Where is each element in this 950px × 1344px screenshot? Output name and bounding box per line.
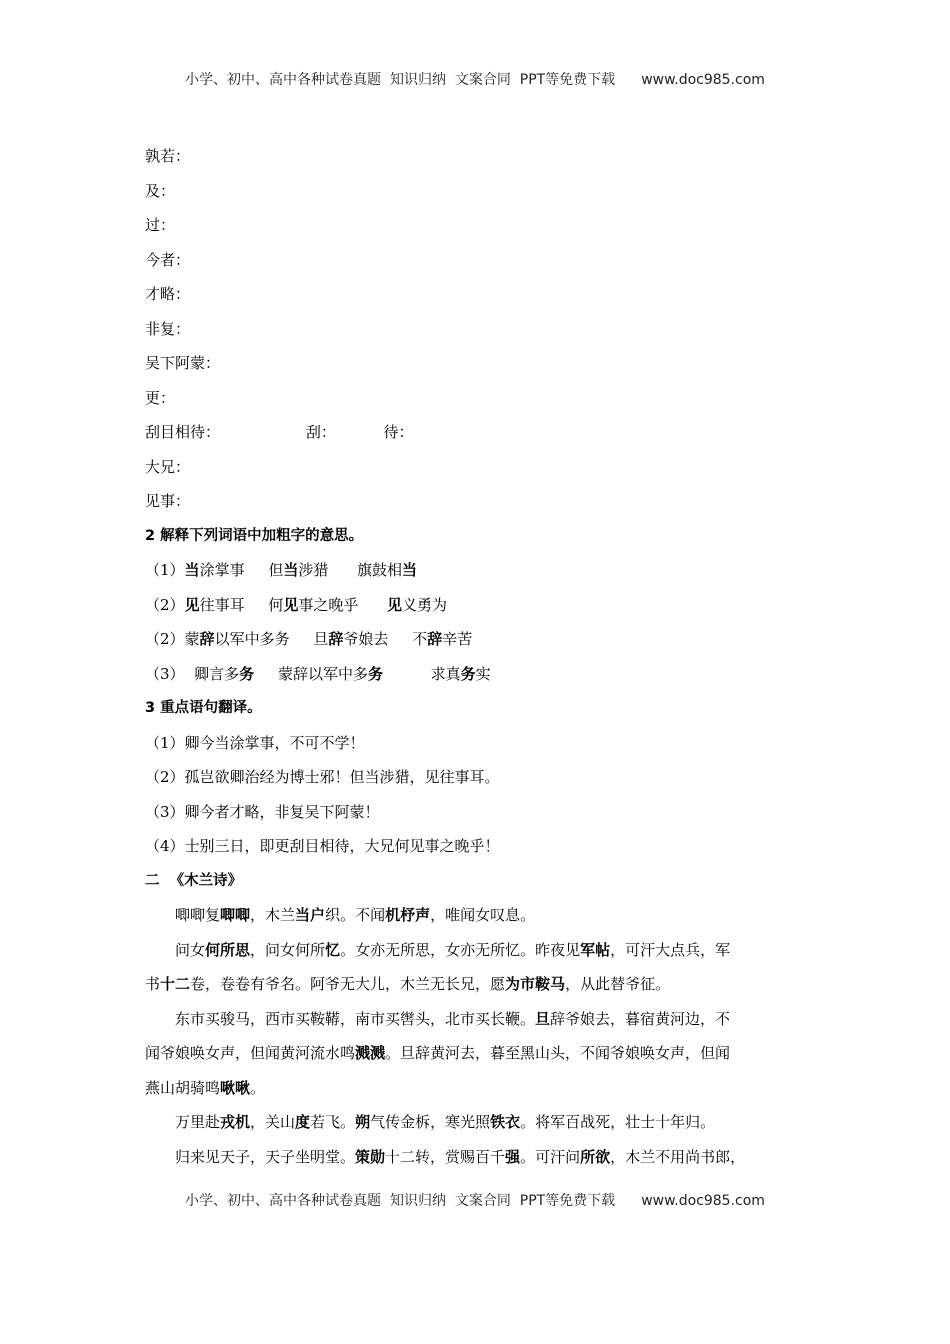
footer-text: 小学、初中、高中各种试卷真题 知识归纳 文案合同 PPT等免费下载: [185, 1193, 616, 1209]
page-header: [0, 69, 950, 89]
bold-text: 当户: [295, 906, 326, 924]
text-segment: 往事耳 何: [199, 595, 284, 614]
text-segment: 气传金柝，寒光照: [370, 1113, 491, 1131]
text-segment: 涉猎 旗鼓相: [298, 561, 403, 579]
poem-line: [145, 1071, 815, 1106]
text-segment: ，可汗大点兵，军: [610, 940, 731, 959]
text-segment: 以军中多务 旦: [214, 630, 329, 648]
vocab-line: 及：: [145, 181, 176, 200]
section3-item: （1）卿今当涂掌事，不可不学！: [145, 733, 365, 752]
bold-text: 朔: [355, 1113, 371, 1131]
text-segment: ，唯闻女叹息。: [430, 906, 536, 924]
vocab-line: 孰若：: [145, 147, 191, 165]
poem-text: [145, 898, 815, 1174]
bold-text: 辞: [328, 630, 344, 648]
text-segment: 求真: [382, 664, 461, 683]
text-segment: 万里赴: [175, 1113, 221, 1131]
text-segment: 。女亦无所思，女亦无所忆。昨夜见: [340, 940, 581, 959]
text-segment: 辞爷娘去，暮宿黄河边，不: [550, 1009, 731, 1028]
text-segment: 。: [250, 1078, 266, 1097]
bold-text: 当: [402, 561, 418, 579]
section3-item: （4）士别三日，即更刮目相待，大兄何见事之晚乎！: [145, 837, 500, 855]
section3-item: （2）孤岂欲卿治经为博士邪！但当涉猎，见往事耳。: [145, 768, 500, 786]
bold-text: 何所思: [205, 940, 251, 959]
text-segment: 归来见天子，天子坐明堂。: [175, 1147, 356, 1166]
text-segment: 唧唧复: [175, 906, 221, 924]
bold-text: 当: [184, 561, 200, 579]
text-segment: 实: [475, 664, 491, 683]
vocab-line: 见事：: [145, 492, 191, 510]
section2-items: [145, 553, 815, 691]
text-segment: 卷，卷卷有爷名。阿爷无大儿，木兰无长兄，愿: [190, 975, 506, 993]
header-text: 小学、初中、高中各种试卷真题 知识归纳 文案合同 PPT等免费下载: [185, 72, 616, 88]
text-segment: （3） 卿言多: [145, 664, 240, 683]
bold-text: 策勋: [355, 1147, 386, 1166]
text-segment: （2）蒙: [145, 630, 200, 648]
bold-text: 忆: [325, 940, 341, 959]
bold-text: 辞: [427, 630, 443, 648]
bold-text: 见: [387, 595, 403, 614]
text-segment: ，木兰不用尚书郎，: [610, 1147, 746, 1166]
bold-text: 辞: [199, 630, 215, 648]
vocab-line: 大兄：: [145, 457, 191, 476]
bold-text: 唧唧: [220, 906, 251, 924]
bold-text: 见: [283, 595, 299, 614]
section3-items: [145, 726, 815, 864]
poem-line: [145, 1002, 815, 1037]
text-segment: ，木兰: [250, 906, 296, 924]
vocab-line: 今者：: [145, 250, 191, 269]
text-segment: 闻爷娘唤女声，但闻黄河流水鸣: [145, 1044, 356, 1062]
section3-title: 3 重点语句翻译。: [145, 700, 262, 716]
text-segment: 燕山胡骑鸣: [145, 1078, 221, 1097]
text-segment: 问女: [175, 940, 206, 959]
poem-line: [145, 933, 815, 968]
text-segment: 事之晚乎: [298, 595, 388, 614]
bold-text: 务: [460, 664, 476, 683]
text-segment: 涂掌事 但: [199, 561, 284, 579]
text-segment: 辛苦: [442, 630, 473, 648]
bold-text: 啾啾: [220, 1078, 251, 1097]
text-segment: 若飞。: [310, 1113, 356, 1131]
bold-text: 十二: [160, 975, 191, 993]
section2-item: [145, 657, 815, 692]
section-two-title: 二 《木兰诗》: [145, 872, 243, 889]
text-segment: 织。不闻: [325, 906, 386, 924]
vocab-line: 更：: [145, 388, 176, 407]
text-segment: ，关山: [250, 1113, 296, 1131]
vocab-line: 过：: [145, 216, 176, 234]
bold-text: 溅溅: [355, 1044, 386, 1062]
vocab-line: 吴下阿蒙：: [145, 354, 221, 372]
poem-line: [145, 1105, 815, 1140]
text-segment: （2）: [145, 595, 185, 614]
bold-text: 度: [295, 1113, 311, 1131]
header-url: www.doc985.com: [641, 72, 765, 88]
bold-text: 铁衣: [490, 1113, 521, 1131]
text-segment: 爷娘去 不: [343, 630, 428, 648]
text-segment: 东市买骏马，西市买鞍鞯，南市买辔头，北市买长鞭。: [175, 1009, 536, 1028]
bold-text: 强: [505, 1147, 521, 1166]
bold-text: 务: [239, 664, 255, 683]
text-segment: 。将军百战死，壮士十年归。: [520, 1113, 716, 1131]
bold-text: 机杼声: [385, 906, 431, 924]
section2-item: [145, 622, 815, 657]
text-segment: 。旦辞黄河去，暮至黑山头，不闻爷娘唤女声，但闻: [385, 1044, 731, 1062]
bold-text: 军帖: [580, 940, 611, 959]
vocab-line: 才略：: [145, 285, 191, 303]
poem-line: [145, 898, 815, 933]
text-segment: ，从此替爷征。: [565, 975, 671, 993]
text-segment: ，问女何所: [250, 940, 326, 959]
section2-item: [145, 588, 815, 623]
bold-text: 见: [184, 595, 200, 614]
text-segment: 义勇为: [402, 595, 448, 614]
document-body: [145, 139, 815, 1174]
poem-line: [145, 1140, 815, 1175]
bold-text: 旦: [535, 1009, 551, 1028]
vocab-line: 刮目相待： 刮： 待：: [145, 423, 414, 441]
text-segment: （1）: [145, 561, 185, 579]
text-segment: 蒙辞以军中多: [254, 664, 368, 683]
text-segment: 十二转，赏赐百千: [385, 1147, 506, 1166]
text-segment: 书: [145, 975, 161, 993]
footer-url: www.doc985.com: [641, 1193, 765, 1209]
bold-text: 当: [283, 561, 299, 579]
poem-line: [145, 967, 815, 1002]
vocab-line: 非复：: [145, 319, 191, 338]
section2-title: 2 解释下列词语中加粗字的意思。: [145, 527, 364, 544]
bold-text: 所欲: [580, 1147, 611, 1166]
section3-item: （3）卿今者才略，非复吴下阿蒙！: [145, 802, 380, 821]
page-footer: [0, 1190, 950, 1210]
bold-text: 为市鞍马: [505, 975, 566, 993]
vocab-list: [145, 139, 815, 519]
bold-text: 务: [367, 664, 383, 683]
poem-line: [145, 1036, 815, 1071]
bold-text: 戎机: [220, 1113, 251, 1131]
text-segment: 。可汗问: [520, 1147, 581, 1166]
section2-item: [145, 553, 815, 588]
